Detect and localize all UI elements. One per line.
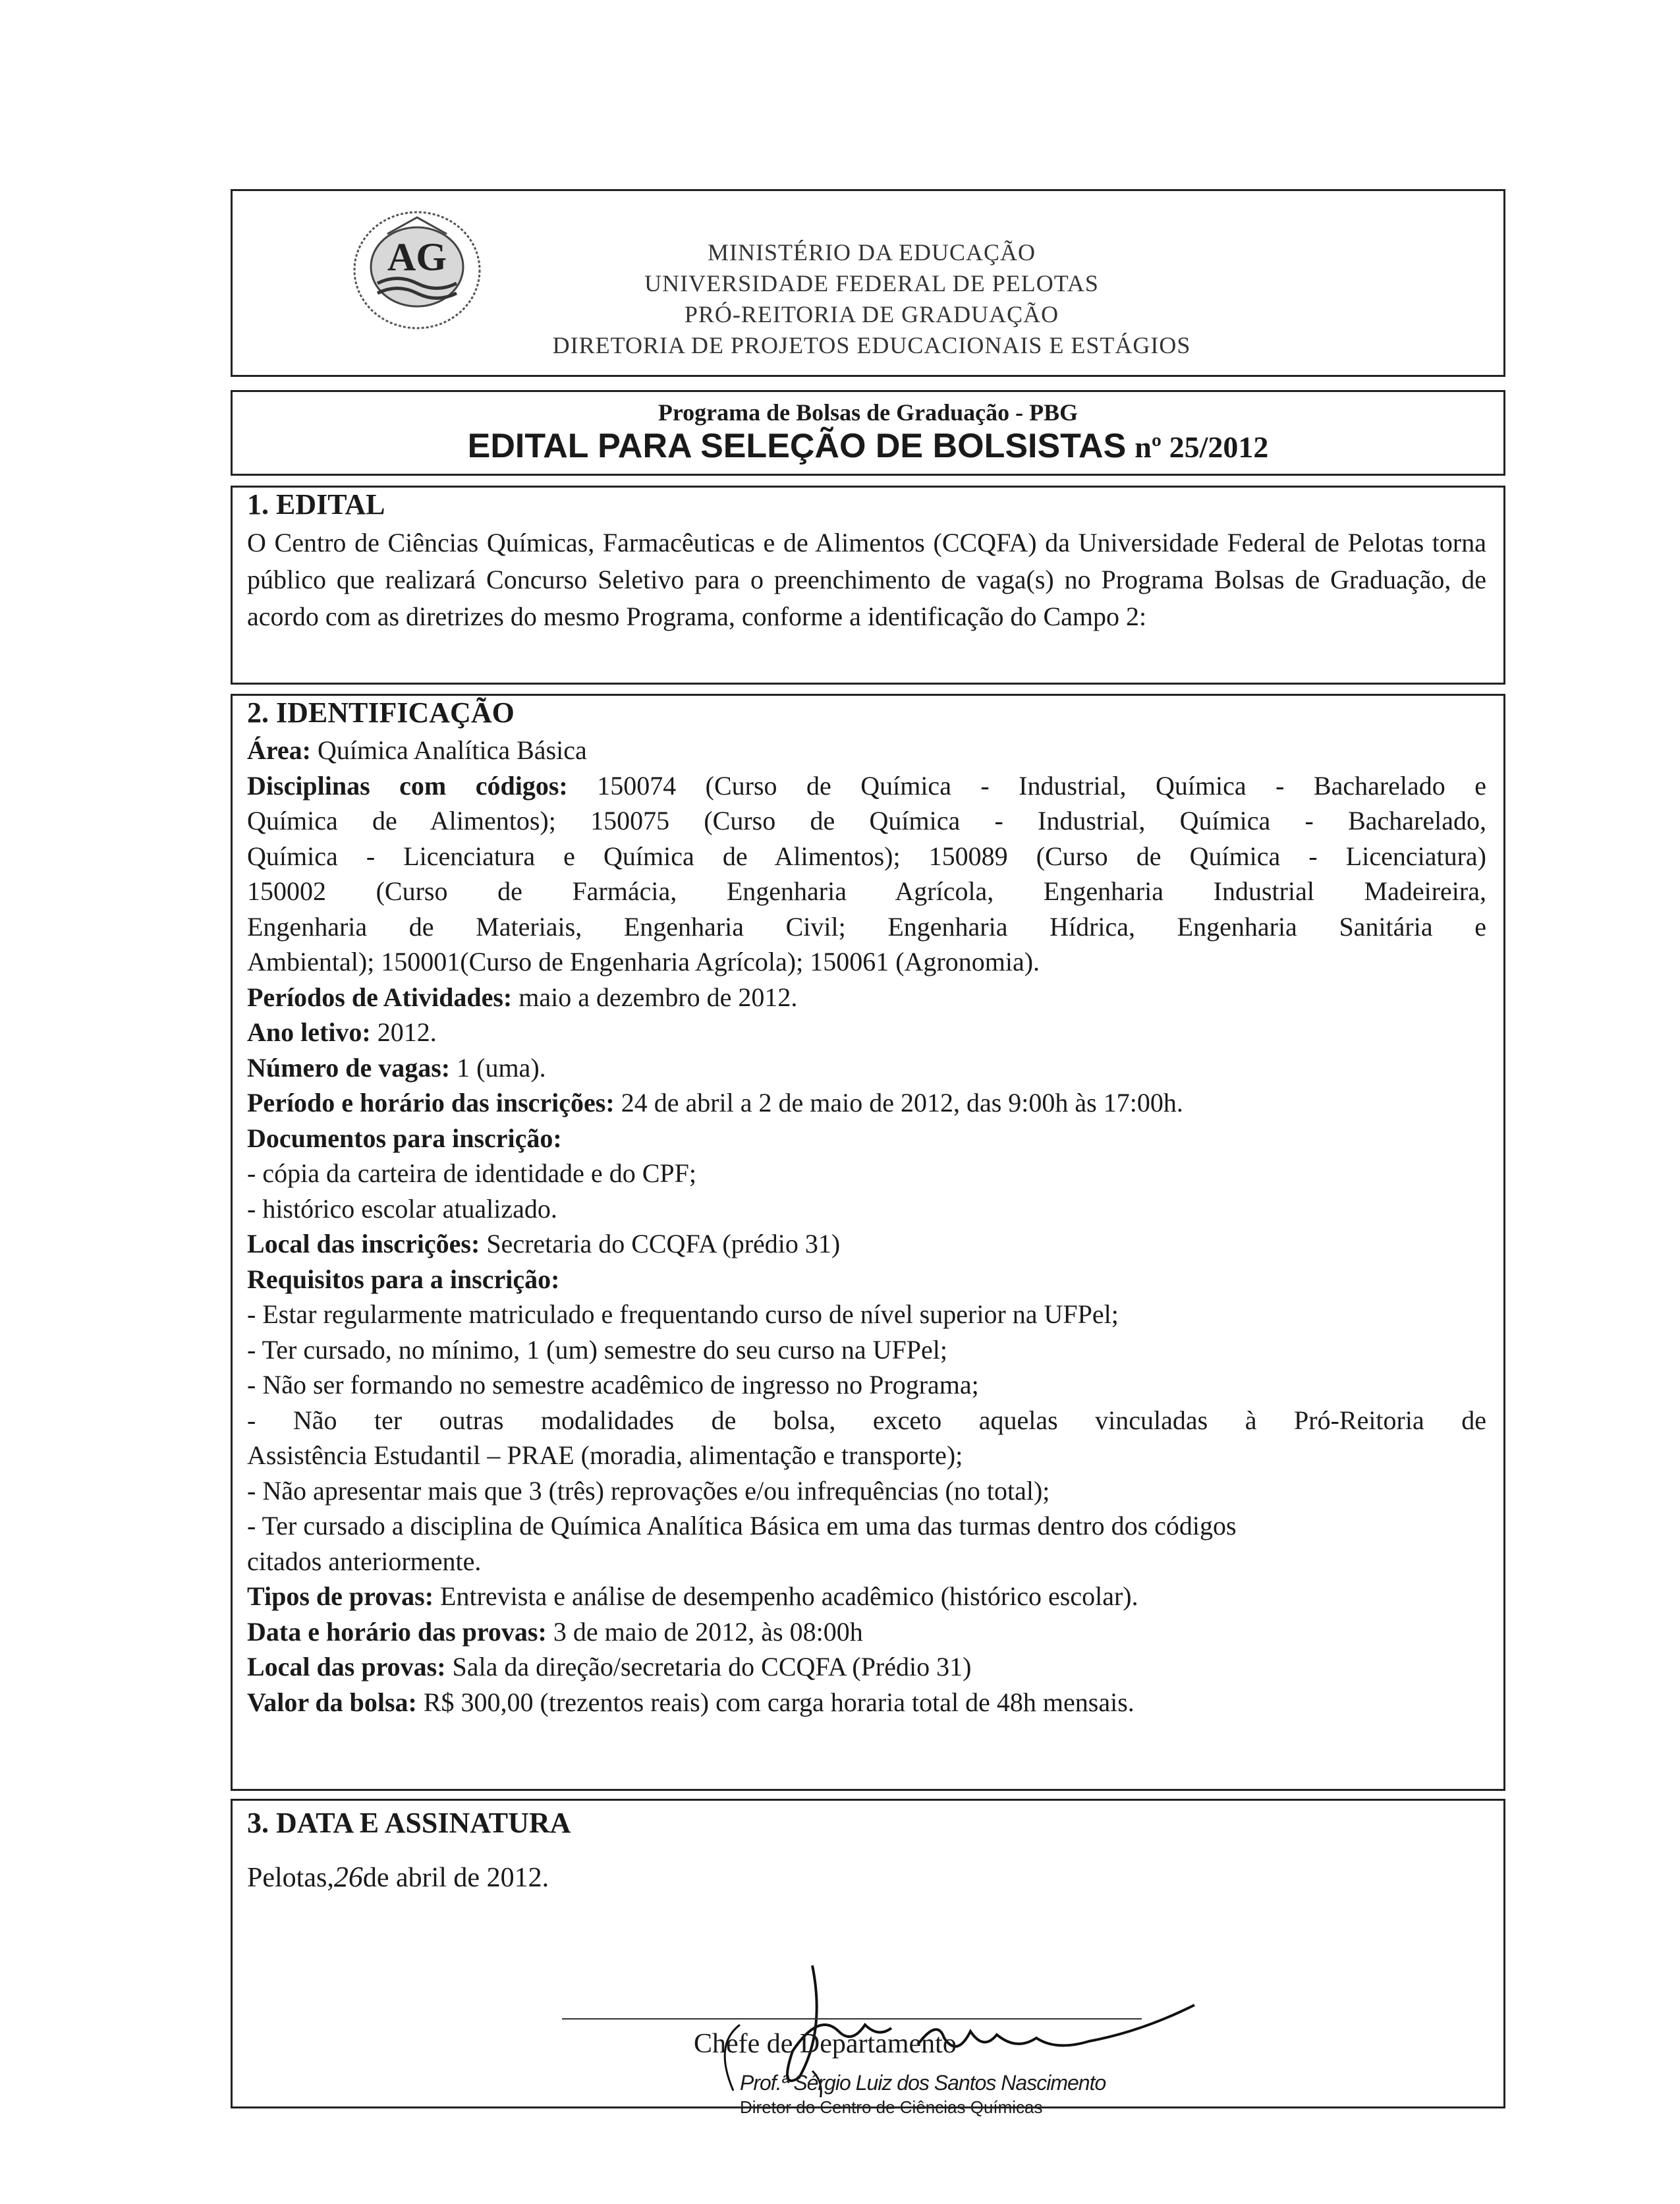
date-line xyxy=(247,1860,549,1894)
disciplinas-line-4: 150002 (Curso de Farmácia, Engenharia Agrícola, Engenharia Industrial Madeireira, xyxy=(247,876,1486,906)
requisitos-item: - Não ter outras modalidades de bolsa, exceto aquelas vinculadas à Pró-Reitoria de xyxy=(247,1405,1486,1435)
date-city: Pelotas, xyxy=(247,1863,334,1893)
inscricoes-value: 24 de abril a 2 de maio de 2012, das 9:00h às 17:00h. xyxy=(621,1088,1183,1117)
header-lines xyxy=(509,237,1234,361)
documentos-item: - cópia da carteira de identidade e do CPF; xyxy=(247,1158,696,1188)
area-row xyxy=(247,733,1486,768)
local-inscricoes-value: Secretaria do CCQFA (prédio 31) xyxy=(486,1229,841,1258)
vagas-row xyxy=(247,1050,1486,1086)
tipos-row xyxy=(247,1579,1486,1614)
header-box xyxy=(231,189,1505,377)
program-name: Programa de Bolsas de Graduação - PBG xyxy=(658,399,1078,426)
ano-label: Ano letivo: xyxy=(247,1017,371,1047)
requisitos-item: Assistência Estudantil – PRAE (moradia, alimentação e transporte); xyxy=(247,1440,963,1470)
periodos-label: Períodos de Atividades: xyxy=(247,982,513,1012)
section-data-assinatura-heading: 3. DATA E ASSINATURA xyxy=(247,1807,571,1839)
identificacao-body xyxy=(247,733,1486,1720)
data-provas-value: 3 de maio de 2012, às 08:00h xyxy=(553,1616,863,1647)
requisitos-label: Requisitos para a inscrição: xyxy=(247,1264,560,1294)
requisitos-item: - Estar regularmente matriculado e frequentando curso de nível superior na UFPel; xyxy=(247,1299,1119,1329)
section-data-assinatura xyxy=(231,1799,1505,2117)
documentos-item: - histórico escolar atualizado. xyxy=(247,1193,557,1224)
data-provas-row xyxy=(247,1614,1486,1650)
header-university: UNIVERSIDADE FEDERAL DE PELOTAS xyxy=(644,270,1099,297)
tipos-label: Tipos de provas: xyxy=(247,1581,434,1611)
local-inscricoes-row xyxy=(247,1226,1486,1262)
section-edital-text: O Centro de Ciências Químicas, Farmacêuticas e de Alimentos (CCQFA) da Universidade Federal de Pelotas torna público que realizará Concurso Seletivo para o preenchimento de vaga(s) no Programa Bolsas de Graduação, de acordo com as diretrizes do mesmo Programa, conforme a identificação do Campo 2: xyxy=(247,528,1486,631)
documentos-row xyxy=(247,1121,1486,1156)
section-edital xyxy=(231,486,1505,685)
signature-line xyxy=(562,2018,1142,2020)
vagas-label: Número de vagas: xyxy=(247,1052,451,1083)
disciplinas-line-5: Engenharia de Materiais, Engenharia Civil; Engenharia Hídrica, Engenharia Sanitária e xyxy=(247,911,1486,942)
section-edital-heading: 1. EDITAL xyxy=(247,488,385,521)
header-ministry: MINISTÉRIO DA EDUCAÇÃO xyxy=(708,239,1036,266)
date-rest: de abril de 2012. xyxy=(362,1863,549,1893)
ano-value: 2012. xyxy=(377,1017,437,1047)
edital-title xyxy=(233,426,1503,466)
title-box xyxy=(231,390,1505,476)
edital-title-text: EDITAL PARA SELEÇÃO DE BOLSISTAS xyxy=(467,427,1127,465)
valor-row xyxy=(247,1685,1486,1720)
requisitos-item: - Ter cursado a disciplina de Química Analítica Básica em uma das turmas dentro dos códigos xyxy=(247,1511,1237,1540)
logo-letters: AG xyxy=(387,235,447,279)
local-provas-value: Sala da direção/secretaria do CCQFA (Prédio 31) xyxy=(452,1652,972,1681)
area-label: Área: xyxy=(247,735,311,765)
periodos-value: maio a dezembro de 2012. xyxy=(518,982,798,1012)
chefe-departamento: Chefe de Departamento xyxy=(694,2029,957,2059)
valor-label: Valor da bolsa: xyxy=(247,1687,417,1717)
disciplinas-label: Disciplinas com códigos: xyxy=(247,770,568,801)
university-seal-icon xyxy=(341,204,493,336)
valor-value: R$ 300,00 (trezentos reais) com carga horaria total de 48h mensais. xyxy=(423,1687,1134,1717)
stamp-role: Diretor do Centro de Ciências Químicas xyxy=(740,2097,1043,2117)
area-value: Química Analítica Básica xyxy=(318,735,587,765)
disciplinas-line-2: Química de Alimentos); 150075 (Curso de Química - Industrial, Química - Bacharelado, xyxy=(247,806,1486,835)
data-provas-label: Data e horário das provas: xyxy=(247,1616,547,1647)
disciplinas-line-3: Química - Licenciatura e Química de Alimentos); 150089 (Curso de Química - Licenciatura) xyxy=(247,841,1486,871)
inscricoes-label: Período e horário das inscrições: xyxy=(247,1088,615,1117)
vagas-value: 1 (uma). xyxy=(457,1052,546,1083)
header-directorate: DIRETORIA DE PROJETOS EDUCACIONAIS E ESTÁGIOS xyxy=(552,332,1191,358)
requisitos-item: - Não apresentar mais que 3 (três) reprovações e/ou infrequências (no total); xyxy=(247,1475,1050,1506)
local-inscricoes-label: Local das inscrições: xyxy=(247,1229,480,1258)
tipos-value: Entrevista e análise de desempenho acadêmico (histórico escolar). xyxy=(440,1581,1138,1611)
stamp-name: Prof.ª Sérgio Luiz dos Santos Nascimento xyxy=(740,2071,1106,2095)
requisitos-item: - Ter cursado, no mínimo, 1 (um) semestre do seu curso na UFPel; xyxy=(247,1334,947,1365)
section-identificacao-heading: 2. IDENTIFICAÇÃO xyxy=(247,696,515,729)
ano-row xyxy=(247,1015,1486,1050)
date-day-handwritten: 26 xyxy=(333,1861,363,1893)
disciplinas-line-1: 150074 (Curso de Química - Industrial, Química - Bacharelado e xyxy=(597,770,1487,801)
requisitos-item: citados anteriormente. xyxy=(247,1546,482,1576)
requisitos-row xyxy=(247,1262,1486,1297)
edital-number: nº 25/2012 xyxy=(1134,430,1269,464)
local-provas-label: Local das provas: xyxy=(247,1652,446,1681)
disciplinas-line-6: Ambiental); 150001(Curso de Engenharia Agrícola); 150061 (Agronomia). xyxy=(247,947,1040,976)
periodos-row xyxy=(247,980,1486,1015)
section-identificacao xyxy=(231,694,1505,1791)
inscricoes-row xyxy=(247,1085,1486,1121)
header-prorectory: PRÓ-REITORIA DE GRADUAÇÃO xyxy=(684,301,1059,327)
disciplinas-row xyxy=(247,768,1486,804)
documentos-label: Documentos para inscrição: xyxy=(247,1123,562,1153)
local-provas-row xyxy=(247,1649,1486,1685)
requisitos-item: - Não ser formando no semestre acadêmico de ingresso no Programa; xyxy=(247,1370,979,1399)
